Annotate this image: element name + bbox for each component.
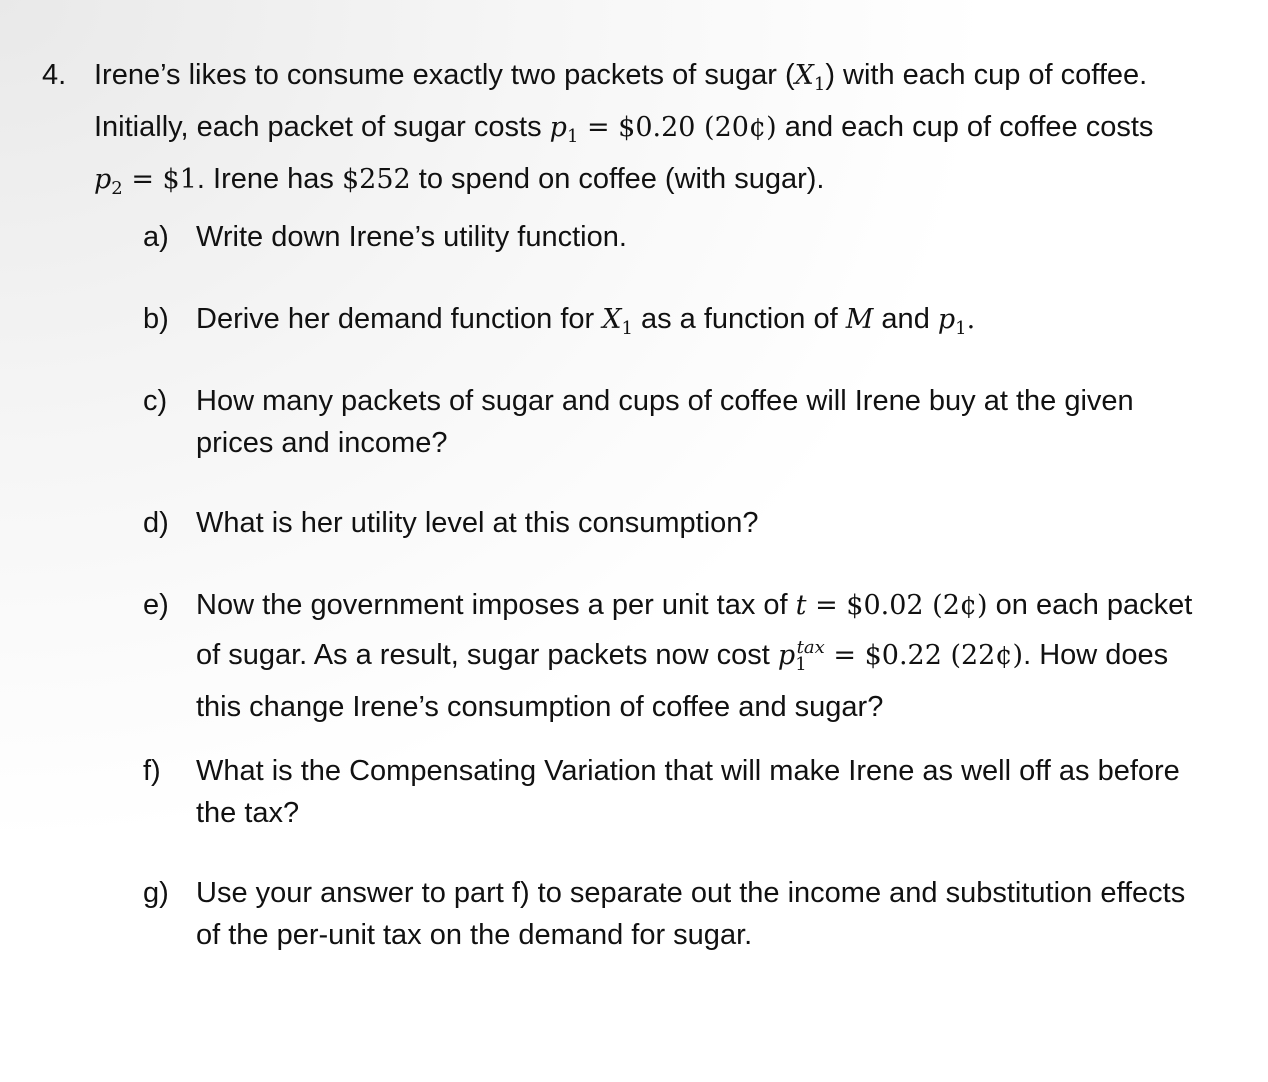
math-x: X (794, 60, 814, 91)
stem-line-1 (94, 54, 1254, 106)
price-coffee: = $1 (122, 164, 197, 195)
math-p: p (777, 640, 796, 671)
part-label: b) (143, 303, 169, 335)
part-label: d) (143, 507, 169, 539)
new-price: = $0.22 (22¢) (824, 640, 1024, 671)
stem-text: . Irene has (196, 163, 342, 195)
question-stem (94, 54, 1254, 210)
stem-line-3 (94, 158, 1254, 210)
stem-text: ) with each cup of coffee. (825, 59, 1148, 91)
part-label: f) (143, 755, 161, 787)
part-label: c) (143, 385, 168, 417)
question-number: 4. (42, 59, 67, 91)
math-subscript: 2 (111, 178, 123, 199)
math-p: p (94, 164, 112, 195)
math-superscript: tax (796, 637, 825, 658)
income-value: $252 (342, 164, 411, 195)
stem-text: to spend on coffee (with sugar). (410, 163, 825, 195)
math-subscript: 1 (795, 654, 807, 675)
part-text: How many packets of sugar and cups of coffee will Irene buy at the given prices and income? (196, 385, 1134, 459)
math-p: p (937, 304, 956, 335)
math-p: p (549, 112, 567, 143)
math-subscript: 1 (566, 126, 579, 147)
part-label: a) (143, 221, 169, 253)
part-text: Use your answer to part f) to separate out the income and substitution effects of the per-unit tax on the demand for sugar. (196, 877, 1186, 951)
math-subscript: 1 (955, 318, 967, 339)
price-sugar: = $0.20 (20¢) (578, 112, 777, 143)
part-text: Derive her demand function for $X_1$ as a function of M and $p_1$. (196, 303, 976, 339)
stem-text: and each cup of coffee costs (776, 111, 1154, 143)
stem-text: Initially, each packet of sugar costs (94, 111, 550, 143)
stem-line-2 (94, 106, 1254, 158)
math-t: t (795, 590, 807, 621)
part-label: g) (143, 877, 169, 909)
part-label: e) (143, 589, 169, 621)
stem-text: Irene’s likes to consume exactly two packets of sugar ( (94, 59, 795, 91)
part-text: Now the government imposes a per unit tax of t = $0.02 (2¢) on each packet of sugar. As a result, sugar packets now cost $p_1^{tax}$ = $0.22 (22¢). How does this change Irene’s consumption of coffee and sugar? (196, 589, 1193, 723)
part-text: Write down Irene’s utility function. (196, 221, 627, 253)
part-text: What is her utility level at this consumption? (196, 507, 759, 539)
math-x: X (602, 304, 622, 335)
tax-amount: = $0.02 (2¢) (806, 590, 988, 621)
part-text: What is the Compensating Variation that will make Irene as well off as before the tax? (196, 755, 1180, 829)
math-m: M (845, 304, 874, 335)
math-subscript: 1 (621, 318, 633, 339)
math-subscript: 1 (813, 74, 826, 95)
